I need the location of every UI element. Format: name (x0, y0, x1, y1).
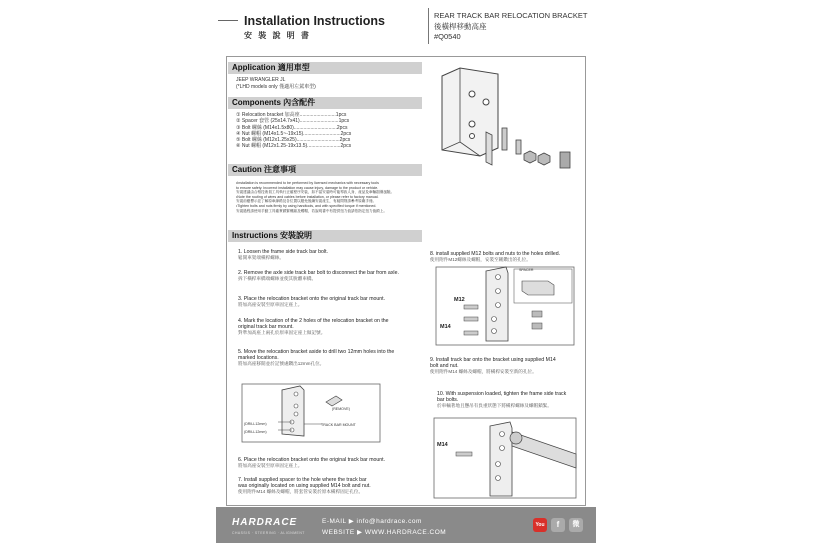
components-list (236, 112, 351, 150)
step-7 (238, 477, 371, 495)
product-name-zh: 後橫桿移動高座 (434, 21, 487, 31)
step-text-zh: 使用附件M14 螺絲及螺帽，將套管安裝於原本橫桿固定孔位。 (238, 489, 364, 494)
m12-label: M12 (454, 297, 465, 303)
step-text-en: 10. With suspension loaded, tighten the frame side track (437, 391, 567, 397)
product-name-en: REAR TRACK BAR RELOCATION BRACKET (434, 11, 588, 20)
drill-label-a: (DRILL12mm) (244, 422, 267, 426)
header-rule (218, 20, 238, 21)
step-9 (430, 357, 556, 375)
components-heading: Components 內含配件 (228, 97, 422, 109)
step-text-zh: 將加高座安裝至原車固定座上。 (238, 463, 303, 468)
caution-heading: Caution 注意事項 (228, 164, 422, 176)
step-text-en: 2. Remove the axle side track bar bolt to disconnect the bar from axle. (238, 270, 399, 276)
component-item: ③ Bolt 螺絲 (M14x1.5x80)...............................2pcs (236, 124, 348, 131)
step-text-zh: 鬆開車架端橫桿螺絲。 (238, 255, 284, 260)
step-text-zh: 對準加高座上兩孔於原車固定座上做記號。 (238, 330, 326, 335)
product-info (434, 11, 588, 43)
step-text-en: 8. install supplied M12 bolts and nuts to the holes drilled. (430, 251, 561, 257)
m14-label-a: M14 (440, 324, 451, 330)
brand-logo: HARDRACE (232, 517, 298, 528)
header-divider (428, 8, 429, 44)
step-text-en: 3. Place the relocation bracket onto the original track bar mount. (238, 296, 386, 302)
website-link[interactable]: WEBSITE ▶ WWW.HARDRACE.COM (322, 529, 447, 536)
step-5 (238, 349, 394, 367)
application-note: (*LHD models only 僅適用左駕車型) (236, 84, 316, 90)
component-item: ② Spacer 套管 (25x14.7x41)............................1pcs (236, 118, 350, 125)
step-text-en-cont: was originally located on using supplied M14 bolt and nut. (238, 483, 371, 489)
step-8 (430, 251, 560, 263)
component-item: ⑤ Bolt 螺絲 (M12x1.25x25)...............................2pcs (236, 137, 351, 144)
step-text-zh: 拆下橫桿車橋端螺絲並使其脫離車橋。 (238, 276, 317, 281)
caution-line: 安裝前應標示並了解原車線路及各位置以避免後續安裝產生，有疑問則請參考原廠手冊。 (236, 199, 377, 204)
step-text-en-cont: bolt and nut. (430, 363, 459, 369)
step-text-en: 4. Mark the location of the 2 holes of the relocation bracket on the (238, 318, 389, 324)
youtube-icon[interactable]: You (533, 518, 547, 532)
caution-line: 安裝過程請使用手動工具確實鎖緊螺絲及螺帽，若說明書中有提供扭力值請依指定扭力值鎖上。 (236, 208, 387, 213)
caution-line: 安裝建議由合格技術員工具執行正確程序安裝，如不當安裝時可能導致人身、產品及車輛損傷風險。 (236, 190, 395, 195)
step-text-en: 5. Move the relocation bracket aside to drill two 12mm holes into the (238, 349, 395, 355)
wechat-icon[interactable]: 微 (569, 518, 583, 532)
brand-tagline: CHASSIS · STEERING · ALIGNMENT (232, 531, 305, 535)
step-text-en: 1. Loosen the frame side track bar bolt. (238, 249, 328, 255)
component-item: ⑥ Nut 螺帽 (M12x1.25-19x13.5)........................2pcs (236, 143, 352, 150)
step-text-en: 9. Install track bar onto the bracket using supplied M14 (430, 357, 556, 363)
page-subtitle: 安 裝 說 明 書 (244, 31, 311, 40)
step-text-en-cont: original track bar mount. (238, 324, 294, 330)
step10-illustration (434, 418, 578, 500)
step-4 (238, 318, 389, 336)
step-text-en: 6. Place the relocation bracket onto the original track bar mount. (238, 457, 386, 463)
caution-line: to ensure safety. Incorrect installation may cause injury, damage to the product or vehicle. (236, 185, 379, 190)
contact-email-link[interactable]: E-MAIL ▶ info@hardrace.com (322, 518, 422, 525)
spacer-label: SPACER (519, 268, 534, 272)
caution-line: •Installation is recommended to be performed by licensed mechanics with necessary tools (236, 181, 379, 185)
facebook-icon[interactable]: f (551, 518, 565, 532)
application-heading: Application 適用車型 (228, 62, 422, 74)
step-6 (238, 457, 385, 469)
track-bar-mount-label: TRACK BAR MOUNT (321, 423, 356, 427)
remove-label: (REMOVE) (332, 407, 350, 411)
caution-text (236, 181, 394, 213)
step-text-zh: 使用附件M14 螺絲及螺帽，將橫桿安裝至新的孔位。 (430, 369, 537, 374)
page-title: Installation Instructions (244, 14, 385, 28)
components-illustration (420, 68, 580, 180)
caution-line: •Note the routing of wires and cables before installation, or please refer to factory manual. (236, 194, 379, 199)
application-vehicle: JEEP WRANGLER JL (236, 77, 286, 83)
part-number: #Q0540 (434, 32, 461, 41)
drill-illustration (242, 384, 382, 444)
step-text-zh: 將加高座安裝至原車固定座上。 (238, 302, 303, 307)
caution-line: •Tighten bolts and nuts firmly by using handtools, and with specified torque if mentioned. (236, 203, 377, 208)
step8-illustration (436, 267, 576, 347)
step-text-zh: 使用附件M12螺絲及螺帽，安裝至剛鑽出的孔位。 (430, 257, 531, 262)
component-item: ① Relocation bracket 加高座..........................1pcs (236, 112, 347, 118)
step-10 (437, 391, 566, 409)
step-text-en: 7. Install supplied spacer to the hole where the track bar (238, 477, 367, 483)
step-2 (238, 270, 399, 282)
step-text-en-cont: bar bolts. (437, 397, 459, 403)
m14-label-b: M14 (437, 442, 448, 448)
component-item: ④ Nut 螺帽 (M14x1.5~-19x15)...........................2pcs (236, 130, 352, 137)
step-3 (238, 296, 385, 308)
step-text-en-cont: marked locations. (238, 355, 279, 361)
drill-label-b: (DRILL12mm) (244, 430, 267, 434)
step-text-zh: 將加高座移開並於記號處鑽出12mm孔位。 (238, 361, 325, 366)
instructions-heading: Instructions 安裝說明 (228, 230, 422, 242)
step-1 (238, 249, 328, 261)
step-text-zh: 於車輛著地且懸吊有負重狀態下將橫桿螺絲及螺帽鎖緊。 (437, 403, 552, 408)
